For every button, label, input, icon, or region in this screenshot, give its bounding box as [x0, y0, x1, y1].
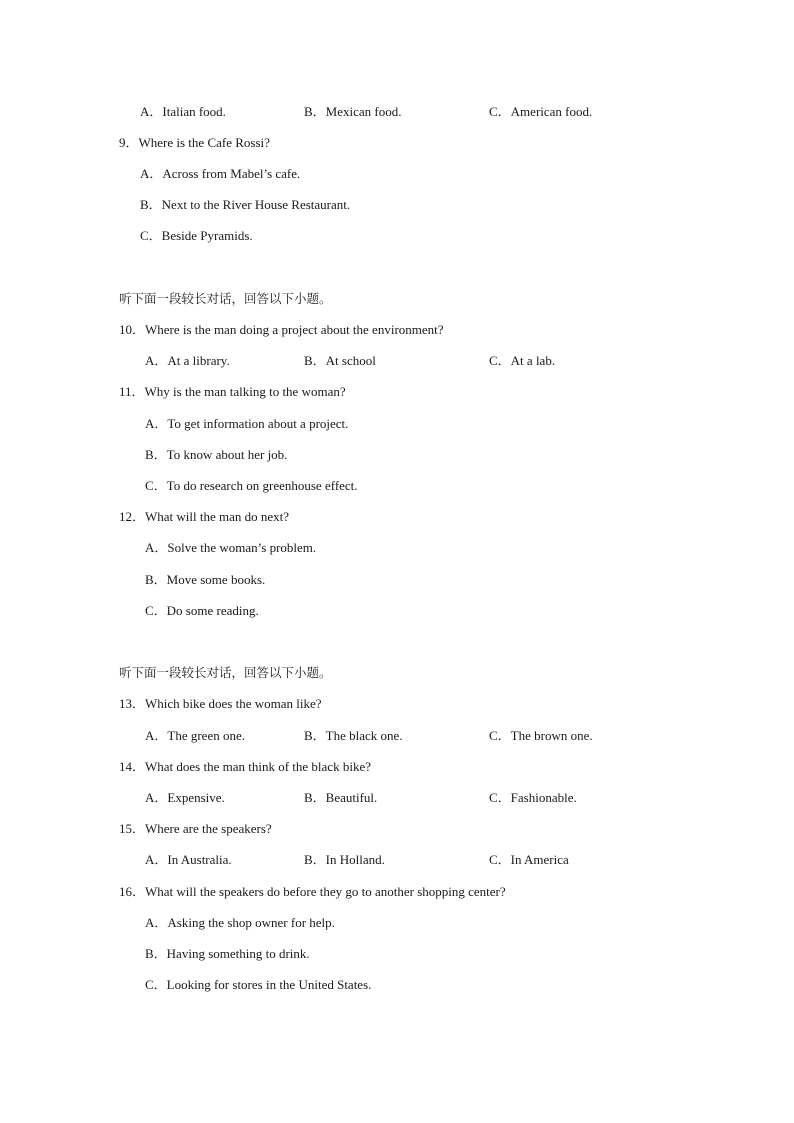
- q14-options: [0, 790, 794, 806]
- q16-option-b: B．Having something to drink.: [145, 946, 310, 961]
- q12-option-a: A．Solve the woman’s problem.: [145, 540, 317, 555]
- q9-question: 9．Where is the Cafe Rossi?: [119, 135, 270, 150]
- q8-option-a: A．Italian food.: [140, 104, 226, 119]
- q13-question: 13．Which bike does the woman like?: [119, 696, 322, 711]
- q10-option-a: A．At a library.: [145, 353, 230, 368]
- q15-option-c: C．In America: [489, 852, 569, 867]
- section-instruction: 听下面一段较长对话，回答以下小题。: [119, 665, 332, 680]
- q12-option-b: B．Move some books.: [145, 572, 266, 587]
- q8-options: [0, 104, 794, 120]
- q9-option-a: A．Across from Mabel’s cafe.: [140, 166, 301, 181]
- q13-option-c: C．The brown one.: [489, 728, 593, 743]
- q15-option-a: A．In Australia.: [145, 852, 232, 867]
- q14-option-a: A．Expensive.: [145, 790, 225, 805]
- q8-option-b: B．Mexican food.: [304, 104, 402, 119]
- q8-option-c: C．American food.: [489, 104, 593, 119]
- q13-option-b: B．The black one.: [304, 728, 403, 743]
- q9-option-c: C．Beside Pyramids.: [140, 228, 253, 243]
- q11-option-b: B．To know about her job.: [145, 447, 288, 462]
- q15-question: 15．Where are the speakers?: [119, 821, 272, 836]
- q14-question: 14．What does the man think of the black bike?: [119, 759, 371, 774]
- q16-question: 16．What will the speakers do before they go to another shopping center?: [119, 884, 506, 899]
- q15-options: [0, 852, 794, 868]
- q10-question: 10．Where is the man doing a project about the environment?: [119, 322, 444, 337]
- q13-option-a: A．The green one.: [145, 728, 245, 743]
- q13-options: [0, 728, 794, 744]
- q16-option-a: A．Asking the shop owner for help.: [145, 915, 335, 930]
- section-instruction: 听下面一段较长对话，回答以下小题。: [119, 291, 332, 306]
- q9-option-b: B．Next to the River House Restaurant.: [140, 197, 351, 212]
- q10-option-c: C．At a lab.: [489, 353, 556, 368]
- q10-options: [0, 353, 794, 369]
- q16-option-c: C．Looking for stores in the United States.: [145, 977, 372, 992]
- q10-option-b: B．At school: [304, 353, 376, 368]
- q14-option-c: C．Fashionable.: [489, 790, 577, 805]
- q12-question: 12．What will the man do next?: [119, 509, 290, 524]
- q11-option-a: A．To get information about a project.: [145, 416, 349, 431]
- q11-option-c: C．To do research on greenhouse effect.: [145, 478, 358, 493]
- q14-option-b: B．Beautiful.: [304, 790, 378, 805]
- q15-option-b: B．In Holland.: [304, 852, 385, 867]
- q12-option-c: C．Do some reading.: [145, 603, 259, 618]
- q11-question: 11．Why is the man talking to the woman?: [119, 384, 346, 399]
